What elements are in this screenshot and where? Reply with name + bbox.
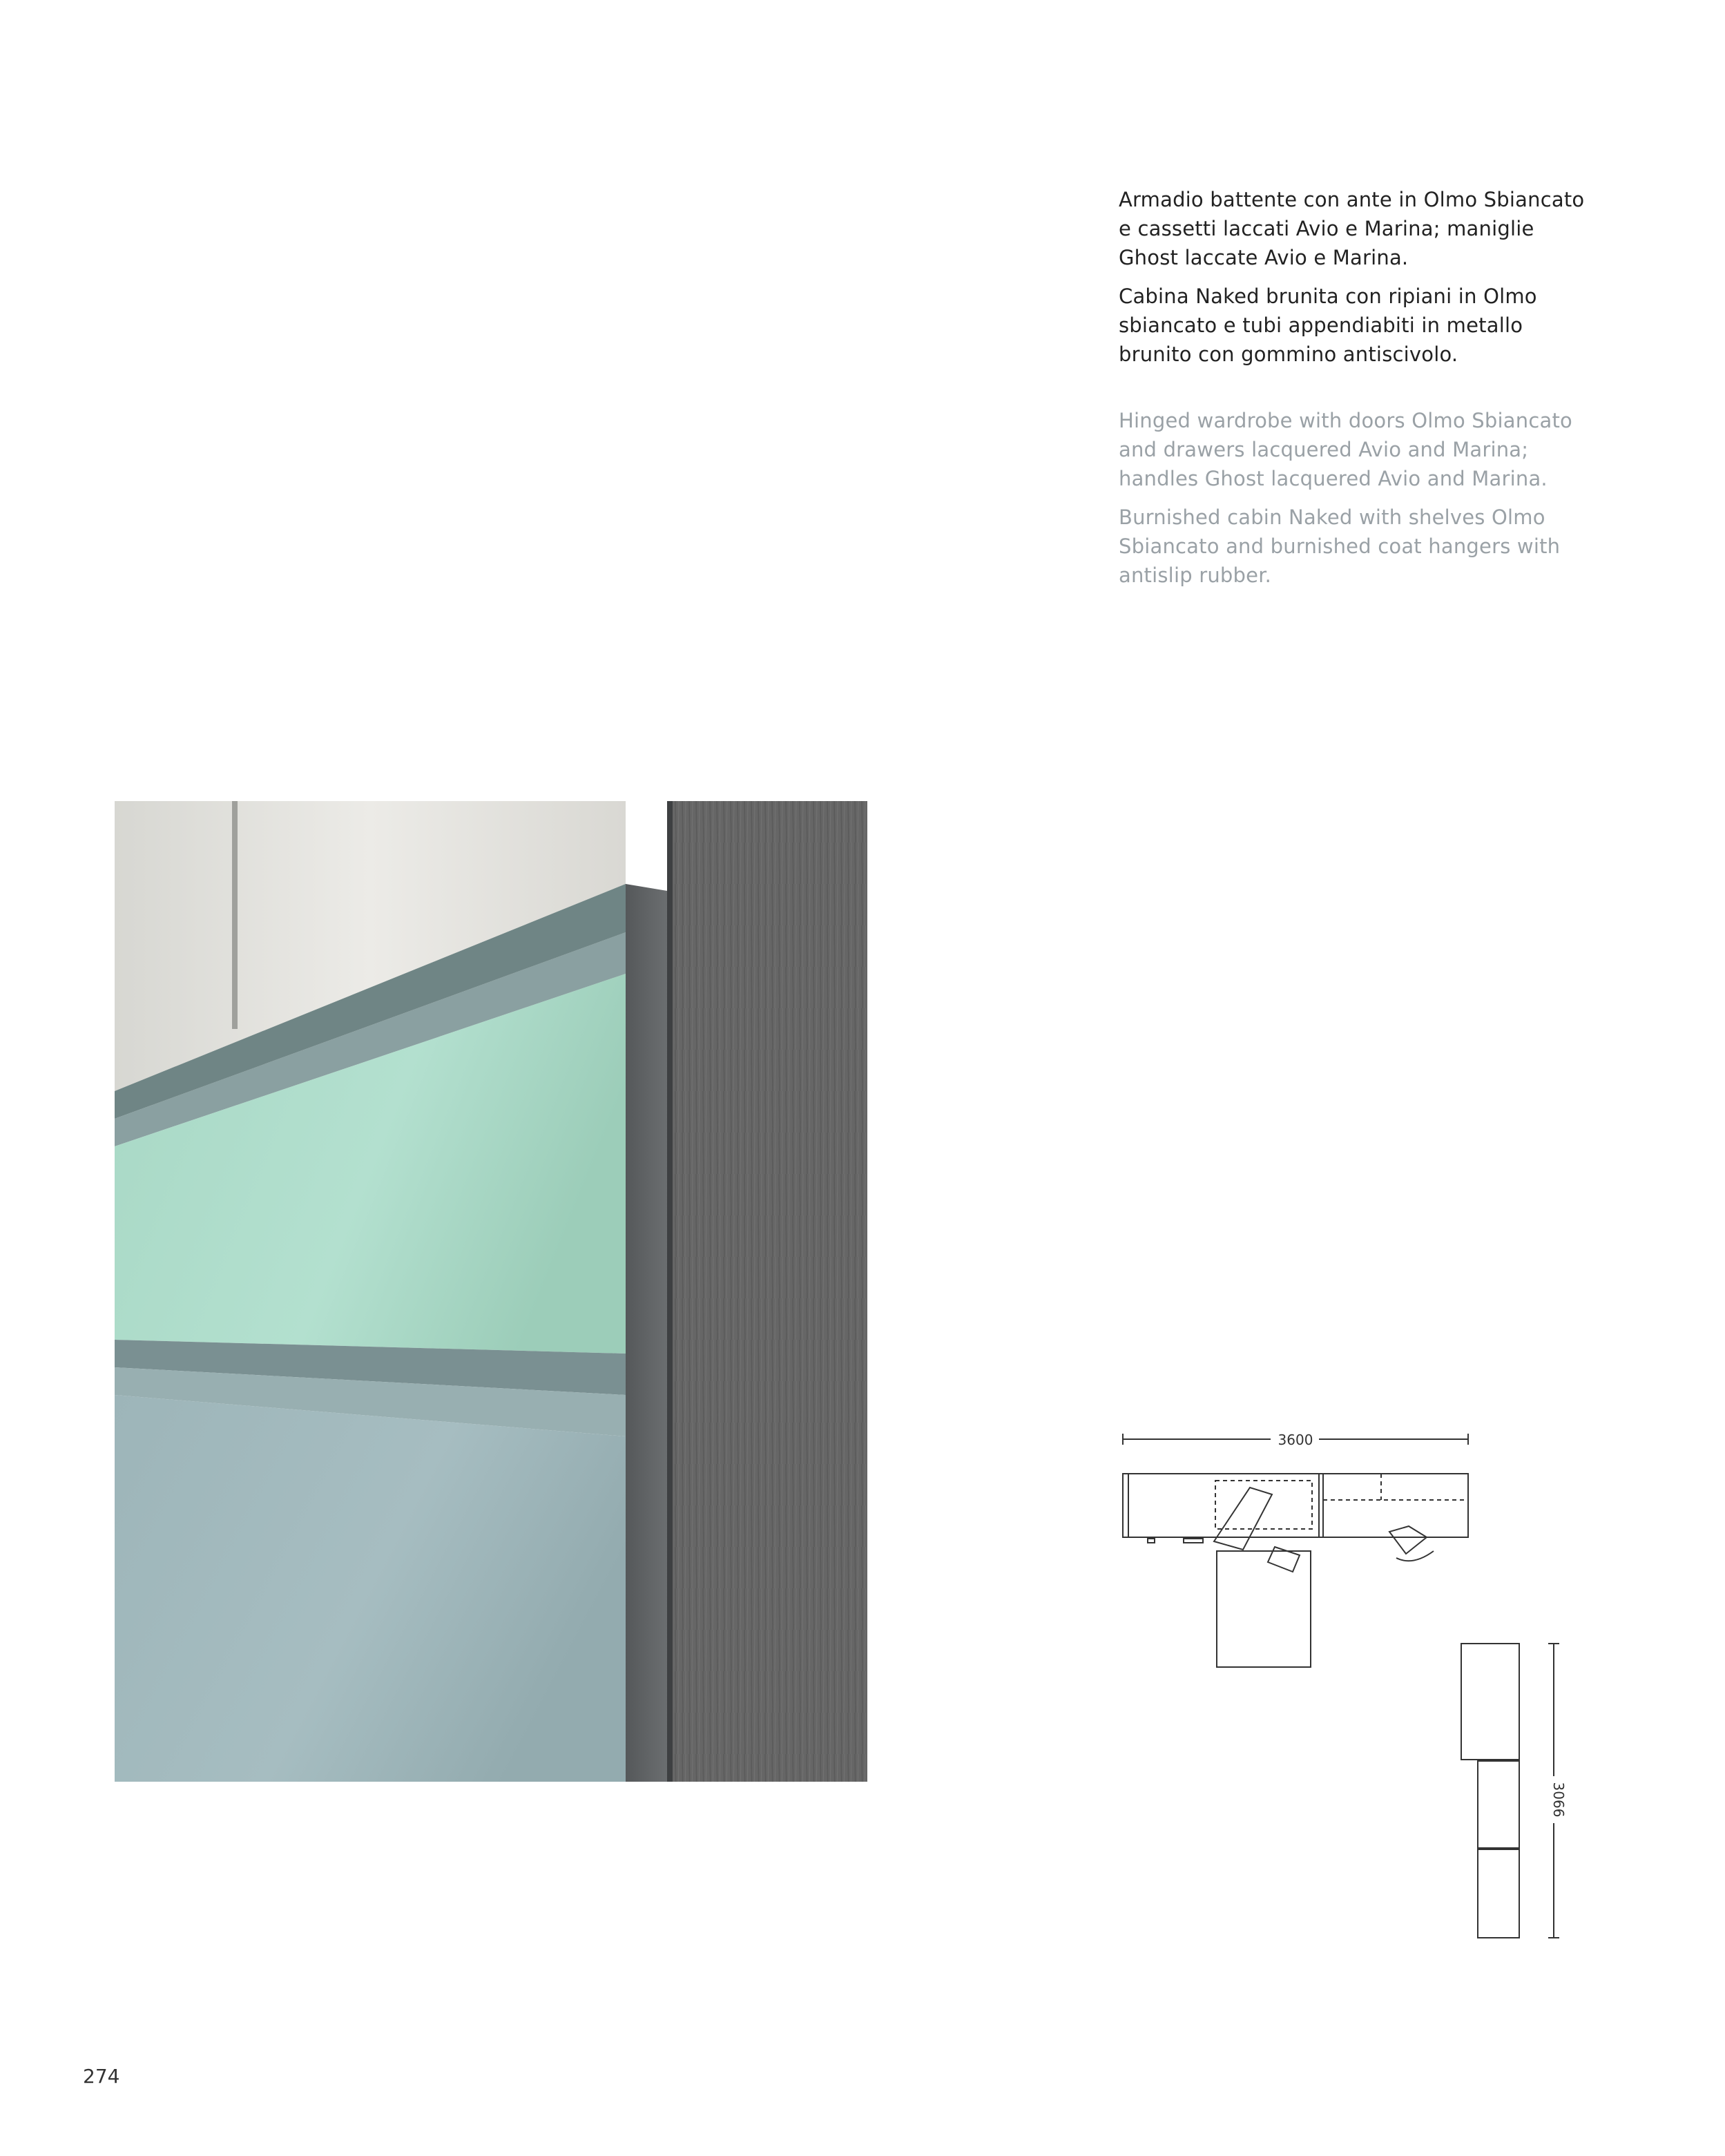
italian-paragraph-1: Armadio battente con ante in Olmo Sbiancato e cassetti laccati Avio e Marina; maniglie Ghost laccate Avio e Marina. [1119,188,1585,269]
plan-width-label: 3600 [1278,1432,1313,1448]
english-paragraph-2: Burnished cabin Naked with shelves Olmo Sbiancato and burnished coat hangers with antislip rubber. [1119,506,1561,587]
plan-depth-label: 3066 [1550,1782,1567,1818]
english-description [1119,406,1588,590]
english-paragraph-1: Hinged wardrobe with doors Olmo Sbiancato and drawers lacquered Avio and Marina; handles Ghost lacquered Avio and Marina. [1119,409,1572,490]
italian-description [1119,185,1588,369]
page-number: 274 [83,2065,120,2088]
drawer-detail-photo [115,801,867,1782]
plan-view-drawing [1112,1423,1485,1685]
italian-paragraph-2: Cabina Naked brunita con ripiani in Olmo sbiancato e tubi appendiabiti in metallo brunito con gommino antiscivolo. [1119,285,1537,366]
elevation-view-drawing [1450,1630,1574,1947]
